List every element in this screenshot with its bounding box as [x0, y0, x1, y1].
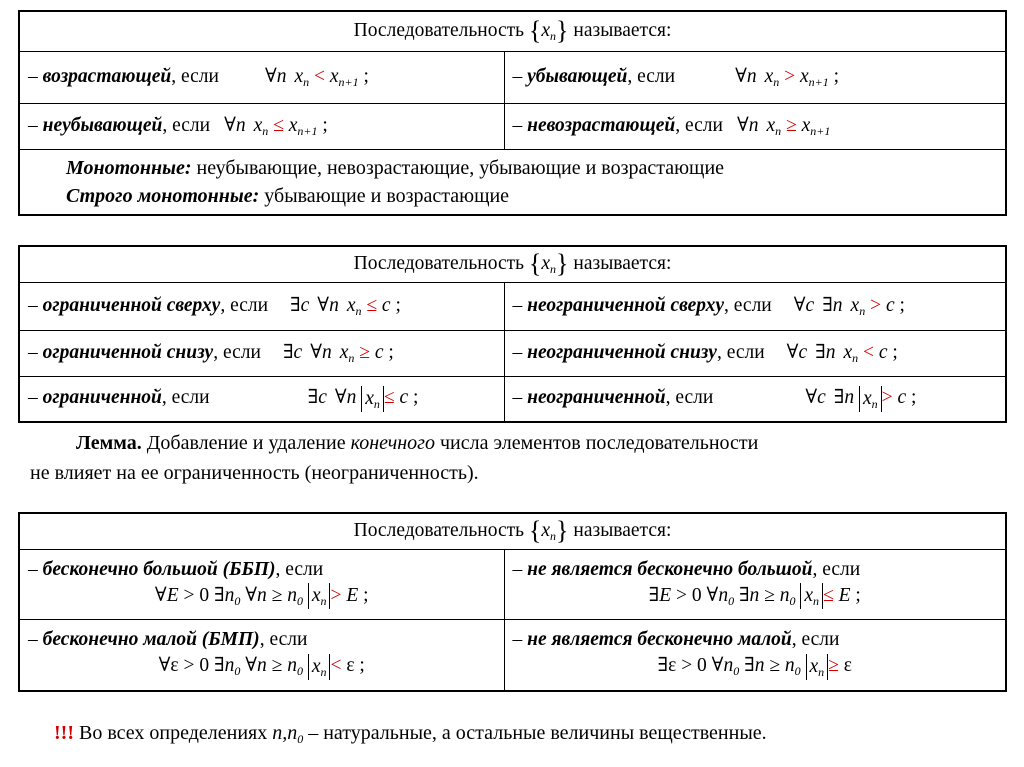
def-infinitely-small: – бесконечно малой (БМП), если ∀ε > 0 $\exists n_0$ ∀n ≥ $n_0$ $x_n < \varepsilon$ ;	[19, 619, 504, 691]
table-header: Последовательность $\{x_n\}$ называется:	[19, 11, 1006, 51]
def-bounded-below: – ограниченной снизу, если ∃c ∀n $x_n \ge c$ ;	[19, 330, 504, 376]
def-not-infinitely-large: – не является бесконечно большой, если ∃E > 0 $\forall n_0$ ∃n ≥ $n_0$ $x_n \le E$ ;	[504, 549, 1006, 619]
def-increasing: – возрастающей, если ∀n $x_n < x_{n+1}$ ;	[19, 51, 504, 103]
monotonic-table	[18, 10, 1007, 216]
def-bounded: – ограниченной, если ∃c ∀n $x_n \le c$ ;	[19, 376, 504, 422]
table-header: Последовательность $\{x_n\}$ называется:	[19, 246, 1006, 282]
boundedness-table	[18, 245, 1007, 423]
def-decreasing: – убывающей, если ∀n $x_n > x_{n+1}$ ;	[504, 51, 1006, 103]
infinite-table	[18, 512, 1007, 692]
footnote: !!! Во всех определениях $n,n_0$ – натуральные, а остальные величины вещественные.	[54, 722, 767, 746]
def-nonincreasing: – невозрастающей, если ∀n $x_n \ge x_{n+1}$	[504, 103, 1006, 149]
def-unbounded-above: – неограниченной сверху, если ∀c ∃n $x_n > c$ ;	[504, 282, 1006, 330]
def-not-infinitely-small: – не является бесконечно малой, если ∃ε > 0 $\forall n_0$ ∃n ≥ $n_0$ $x_n \ge \varepsilon$	[504, 619, 1006, 691]
warning-marks: !!!	[54, 722, 74, 744]
def-unbounded-below: – неограниченной снизу, если ∀c ∃n $x_n < c$ ;	[504, 330, 1006, 376]
def-unbounded: – неограниченной, если ∀c ∃n $x_n > c$ ;	[504, 376, 1006, 422]
def-nondecreasing: – неубывающей, если ∀n $x_n \le x_{n+1}$ ;	[19, 103, 504, 149]
table-header: Последовательность $\{x_n\}$ называется:	[19, 513, 1006, 549]
monotonic-summary: Монотонные: неубывающие, невозрастающие, убывающие и возрастающие Строго монотонные: убывающие и возрастающие	[19, 149, 1006, 215]
def-bounded-above: – ограниченной сверху, если ∃c ∀n $x_n \le c$ ;	[19, 282, 504, 330]
lemma: Лемма. Добавление и удаление конечного числа элементов последовательности не влияет на ее ограниченность (неограниченность).	[30, 432, 759, 484]
def-infinitely-large: – бесконечно большой (ББП), если ∀E > 0 $\exists n_0$ ∀n ≥ $n_0$ $x_n > E$ ;	[19, 549, 504, 619]
